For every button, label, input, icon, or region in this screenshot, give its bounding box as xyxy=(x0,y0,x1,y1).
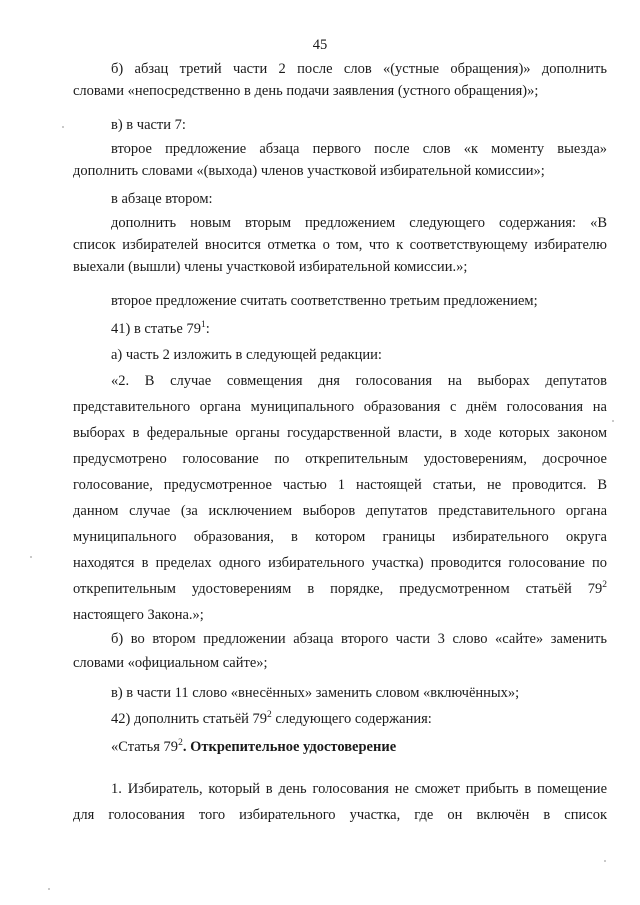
paragraph-vtoroe-schitat xyxy=(73,290,607,312)
text-run: «Статья 79 xyxy=(111,739,179,755)
text-line: предусмотрено голосование по открепительным удостоверениям, досрочное xyxy=(73,451,607,467)
text-run: : xyxy=(205,321,210,337)
paragraph-dopolnit-novym xyxy=(73,212,607,278)
text-line: данном случае (за исключением выборов депутатов представительного органа xyxy=(73,503,607,519)
text-line: б) во втором предложении абзаца второго части 3 слово «сайте» заменить xyxy=(111,631,607,647)
text-line: выборах в федеральные органы государственной власти, в ходе которых законом xyxy=(73,425,607,441)
text-line: а) часть 2 изложить в следующей редакции: xyxy=(111,347,382,363)
text-line: для голосования того избирательного участка, где он включён в список xyxy=(73,807,607,823)
paragraph-v-abzatse-vtorom xyxy=(73,188,607,210)
article-heading xyxy=(73,736,607,758)
text-line: находятся в пределах одного избирательного участка) проводится голосование по xyxy=(73,555,607,571)
scan-speck xyxy=(30,556,32,558)
text-run: следующего содержания: xyxy=(271,711,432,727)
superscript: 1 xyxy=(200,320,206,330)
text-line: выехали (вышли) члены участковой избирательной комиссии.»; xyxy=(73,259,468,275)
text-line: словами «официальном сайте»; xyxy=(73,655,268,671)
text-line: в) в части 11 слово «внесённых» заменить словом «включённых»; xyxy=(111,685,520,701)
text-line: муниципального образования, в котором границы избирательного округа xyxy=(73,529,607,545)
scan-speck xyxy=(604,860,606,862)
paragraph-a-chast-2 xyxy=(73,344,607,366)
text-run: 41) в статье 79 xyxy=(111,321,201,337)
text-line: 1. Избиратель, который в день голосования не сможет прибыть в помещение xyxy=(111,781,607,797)
paragraph-v-chast-7 xyxy=(73,114,607,136)
text-run: открепительным удостоверениям в порядке, предусмотренном статьёй 79 xyxy=(73,581,603,597)
article-title: . Открепительное удостоверение xyxy=(182,739,397,755)
scan-speck xyxy=(612,420,614,422)
text-line xyxy=(73,708,607,730)
paragraph-b-vo-vtorom xyxy=(73,628,607,674)
text-line: словами «непосредственно в день подачи заявления (устного обращения)»; xyxy=(73,83,539,99)
text-line: в абзаце втором: xyxy=(111,191,213,207)
scan-speck xyxy=(48,888,50,890)
text-line: второе предложение абзаца первого после слов «к моменту выезда» xyxy=(111,141,607,157)
text-line: дополнить новым вторым предложением следующего содержания: «В xyxy=(111,215,607,231)
paragraph-b-abzats-tretiy xyxy=(73,58,607,102)
superscript: 2 xyxy=(267,710,272,720)
text-line: второе предложение считать соответственно третьим предложением; xyxy=(111,293,538,309)
text-line: б) абзац третий части 2 после слов «(устные обращения)» дополнить xyxy=(111,61,607,77)
paragraph-quote-2 xyxy=(73,370,607,626)
text-line: представительного органа муниципального образования с днём голосования на xyxy=(73,399,607,415)
text-line: «2. В случае совмещения дня голосования на выборах депутатов xyxy=(111,373,607,389)
paragraph-41 xyxy=(73,318,607,340)
text-line: в) в части 7: xyxy=(111,117,186,133)
text-line: список избирателей вносится отметка о том, что к соответствующему избирателю xyxy=(73,237,607,253)
text-line xyxy=(73,318,607,340)
text-run: 42) дополнить статьёй 79 xyxy=(111,711,268,727)
text-line: дополнить словами «(выхода) членов участковой избирательной комиссии»; xyxy=(73,163,545,179)
superscript: 2 xyxy=(178,738,183,748)
text-line: голосование, предусмотренное частью 1 настоящей статьи, не проводится. В xyxy=(73,477,607,493)
page-number: 45 xyxy=(312,37,328,53)
text-line: настоящего Закона.»; xyxy=(73,607,204,623)
text-line xyxy=(73,578,607,600)
paragraph-vtoroe-predlozhenie xyxy=(73,138,607,182)
scan-speck xyxy=(62,126,64,128)
paragraph-v-chast-11 xyxy=(73,682,607,704)
text-line xyxy=(73,736,607,758)
superscript: 2 xyxy=(602,580,607,590)
paragraph-42 xyxy=(73,708,607,730)
paragraph-1-izbiratel xyxy=(73,778,607,826)
